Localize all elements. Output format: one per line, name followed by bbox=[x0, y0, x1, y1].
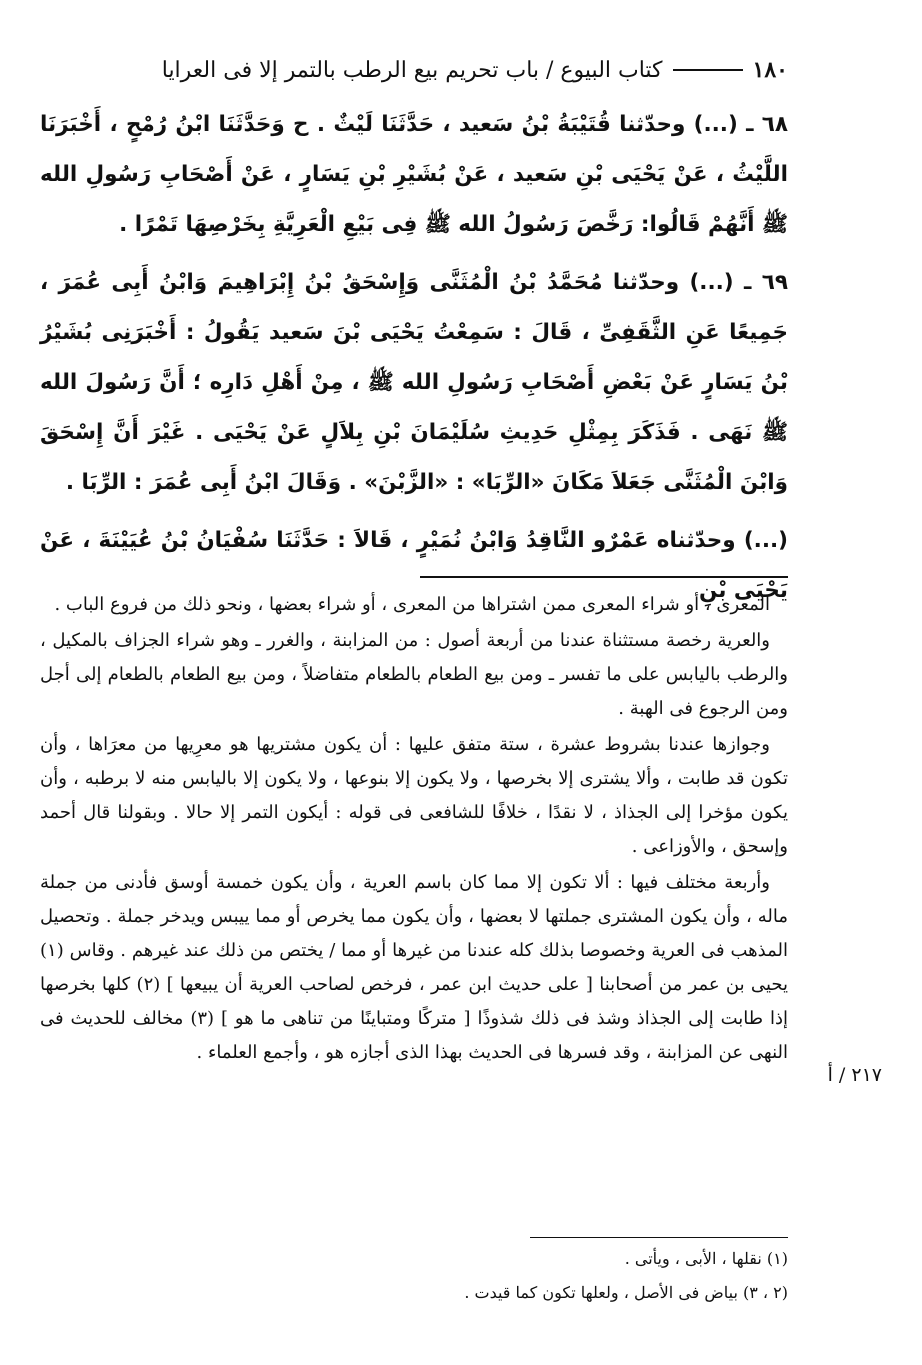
commentary-separator bbox=[420, 576, 788, 578]
manuscript-folio-note: ٢١٧ / أ bbox=[827, 1064, 882, 1086]
footnote-2-3: (٢ ، ٣) بياض فى الأصل ، ولعلها تكون كما قيدت . bbox=[464, 1283, 788, 1302]
header-rule bbox=[673, 69, 743, 71]
footnote-1: (١) نقلها ، الأبى ، ويأتى . bbox=[624, 1249, 788, 1268]
page-number: ١٨٠ bbox=[752, 57, 788, 83]
commentary bbox=[40, 588, 788, 1072]
commentary-paragraph: المعرى ، أو شراء المعرى ممن اشتراها من المعرى ، أو شراء بعضها ، ونحو ذلك من فروع الباب . bbox=[54, 594, 770, 615]
commentary-paragraph: والعرية رخصة مستثناة عندنا من أربعة أصول : من المزابنة ، والغرر ـ وهو شراء الجزاف بالمكيل ، والرطب باليابس على ما تفسر ـ ومن بيع الطعام بالطعام متفاضلاً ، ومن بيع الطعام بالطعام إلى أجل ومن الرجوع فى الهبة . bbox=[40, 630, 788, 719]
page-header bbox=[38, 52, 788, 88]
hadith-68: ٦٨ ـ (...) وحدّثنا قُتَيْبَةُ بْنُ سَعيد ، حَدَّثَنَا لَيْثٌ . ح وَحَدَّثَنَا ابْنُ رُمْحٍ ، أَخْبَرَنَا اللَّيْثُ ، عَنْ يَحْيَى بْنِ سَعيد ، عَنْ بُشَيْرِ بْنِ يَسَارٍ ، عَنْ أَصْحَابِ رَسُولِ الله ﷺ أَنَّهُمْ قَالُوا: رَخَّصَ رَسُولُ الله ﷺ فِى بَيْعِ الْعَرِيَّةِ بِخَرْصِهَا تَمْرًا . bbox=[40, 112, 788, 237]
footnotes bbox=[40, 1242, 788, 1310]
hadith-69-chain: (...) وحدّثناه عَمْرٌو النَّاقِدُ وَابْنُ نُمَيْرٍ ، قَالاَ : حَدَّثَنَا سُفْيَانُ بْنُ عُيَيْنَةَ ، عَنْ يَحْيَى بْنِ bbox=[40, 528, 788, 603]
commentary-paragraph: وجوازها عندنا بشروط عشرة ، ستة متفق عليها : أن يكون مشتريها هو معرِيها من معرَاها ، وأن تكون قد طابت ، وألا يشترى إلا بخرصها ، ولا يكون إلا بنوعها ، ولا يكون إلا باليابس منه لا برطبه ، وأن يكون مؤخرا إلى الجذاذ ، لا نقدًا ، خلافًا للشافعى فى قوله : أيكون التمر إلا حالا . وبقولنا قال أحمد وإسحق ، والأوزاعى . bbox=[40, 734, 788, 857]
running-title: كتاب البيوع / باب تحريم بيع الرطب بالتمر إلا فى العرايا bbox=[161, 57, 663, 83]
commentary-paragraph: وأربعة مختلف فيها : ألا تكون إلا مما كان باسم العرية ، وأن يكون خمسة أوسق فأدنى من جملة ماله ، وأن يكون المشترى جملتها لا بعضها ، وأن يكون مما يخرص أو مما ييبس ويدخر جملة . وتحصيل المذهب فى العرية وخصوصا بذلك كله عندنا من غيرها أو مما / يختص من ذلك عند غيرهم . وقاس (١) يحيى بن عمر من أصحابنا [ على حديث ابن عمر ، فرخص لصاحب العرية أن يبيعها ] (٢) كلها بخرصها إذا طابت إلى الجذاذ وشذ فى ذلك شذوذًا [ متركًا ومتباينًا من تناهى ما هو ] (٣) مخالف للحديث فى النهى عن المزابنة ، وقد فسرها فى الحديث بهذا الذى أجازه هو ، وأجمع العلماء . bbox=[40, 872, 788, 1063]
hadith-69: ٦٩ ـ (...) وحدّثنا مُحَمَّدُ بْنُ الْمُثَنَّى وَإِسْحَقُ بْنُ إِبْرَاهِيمَ وَابْنُ أَبِى عُمَرَ ، جَمِيعًا عَنِ الثَّقَفِىِّ ، قَالَ : سَمِعْتُ يَحْيَى بْنَ سَعيد يَقُولُ : أَخْبَرَنِى بُشَيْرُ بْنُ يَسَارٍ عَنْ بَعْضِ أَصْحَابِ رَسُولِ الله ﷺ ، مِنْ أَهْلِ دَارِه ؛ أَنَّ رَسُولَ الله ﷺ نَهَى . فَذَكَرَ بِمِثْلِ حَدِيثِ سُلَيْمَانَ بْنِ بِلاَلٍ عَنْ يَحْيَى . غَيْرَ أَنَّ إِسْحَقَ وَابْنَ الْمُثَنَّى جَعَلاَ مَكَانَ «الرِّبَا» : «الزَّبْنَ» . وَقَالَ ابْنُ أَبِى عُمَرَ : الرِّبَا . bbox=[40, 270, 788, 495]
hadith-text bbox=[40, 100, 788, 624]
footnote-separator bbox=[530, 1237, 788, 1238]
